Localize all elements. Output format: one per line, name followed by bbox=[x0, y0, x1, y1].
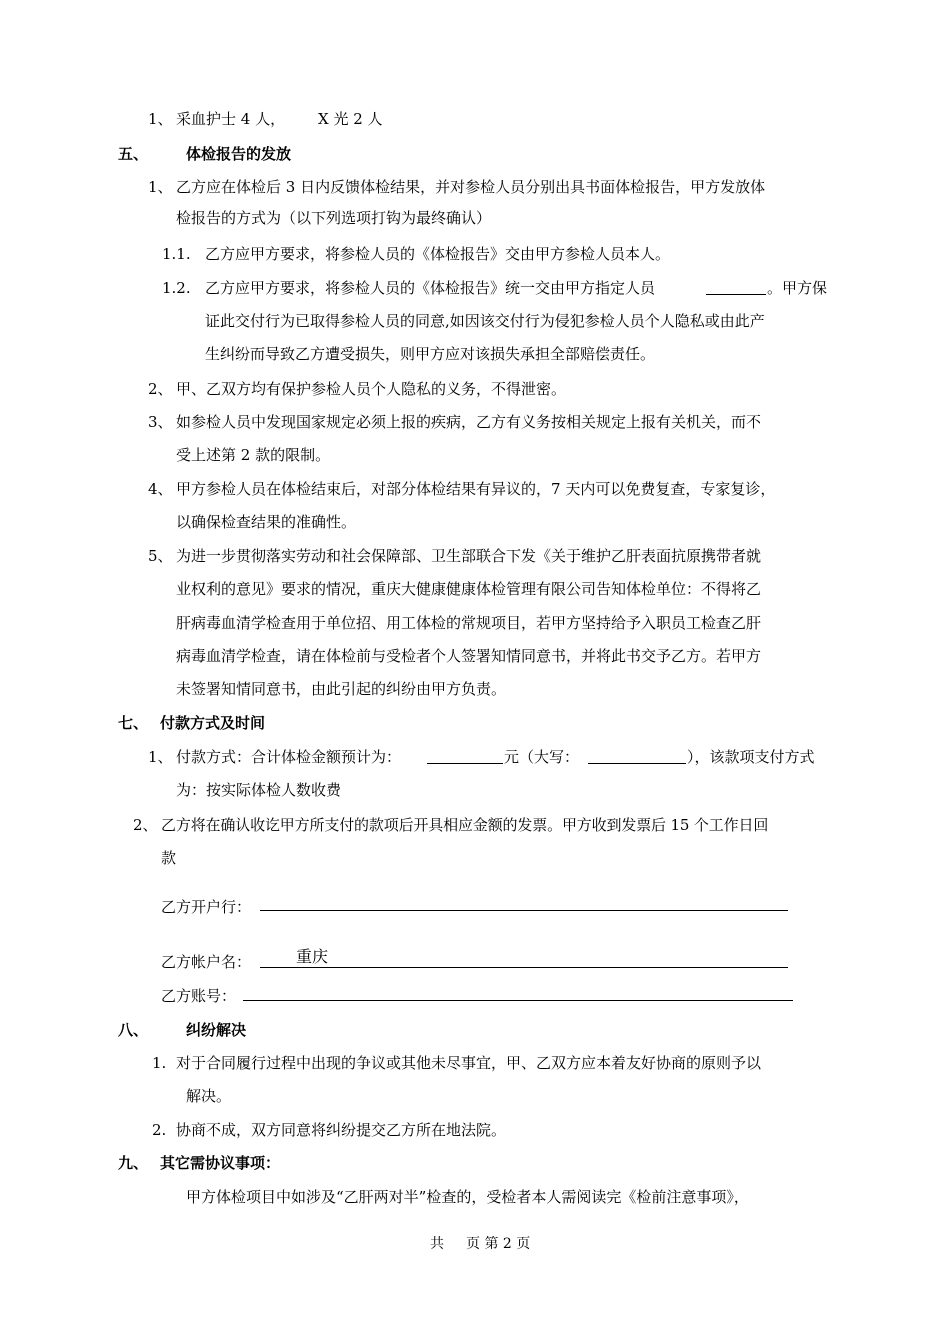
item-number: 1、 bbox=[148, 178, 173, 196]
paragraph-line: 为：按实际体检人数收费 bbox=[176, 781, 342, 799]
paragraph-line: 甲、乙双方均有保护参检人员个人隐私的义务，不得泄密。 bbox=[176, 380, 567, 398]
paragraph-line: 肝病毒血清学检查用于单位招、用工体检的常规项目，若甲方坚持给予入职员工检查乙肝 bbox=[176, 614, 762, 632]
paragraph-line: 病毒血清学检查，请在体检前与受检者个人签署知情同意书，并将此书交予乙方。若甲方 bbox=[176, 647, 762, 665]
section-title: 体检报告的发放 bbox=[186, 145, 292, 163]
paragraph-line: 业权利的意见》要求的情况，重庆大健康健康体检管理有限公司告知体检单位：不得将乙 bbox=[176, 580, 762, 598]
section-number: 五、 bbox=[118, 145, 149, 163]
bank-blank bbox=[260, 910, 788, 911]
paragraph-line: 乙方应在体检后 3 日内反馈体检结果，并对参检人员分别出具书面体检报告，甲方发放体 bbox=[176, 178, 766, 196]
section-number: 七、 bbox=[118, 714, 149, 732]
nurse-count-text: 采血护士 4 人， bbox=[176, 110, 286, 128]
paragraph-line: 如参检人员中发现国家规定必须上报的疾病，乙方有义务按相关规定上报有关机关，而不 bbox=[176, 413, 762, 431]
paragraph-line: 生纠纷而导致乙方遭受损失，则甲方应对该损失承担全部赔偿责任。 bbox=[205, 345, 656, 363]
paragraph-line: 付款方式：合计体检金额预计为： bbox=[176, 748, 402, 766]
item-number: 1、 bbox=[148, 110, 173, 128]
paragraph-line: 检报告的方式为（以下列选项打钩为最终确认） bbox=[176, 209, 492, 227]
paragraph-line: 为进一步贯彻落实劳动和社会保障部、卫生部联合下发《关于维护乙肝表面抗原携带者就 bbox=[176, 547, 762, 565]
section-title: 其它需协议事项： bbox=[160, 1154, 281, 1172]
account-name-blank bbox=[260, 967, 788, 968]
account-name-value: 重庆 bbox=[296, 947, 329, 966]
item-number: 2. bbox=[152, 1121, 167, 1139]
sub-item-number: 1.2. bbox=[162, 279, 191, 297]
paragraph-line: 受上述第 2 款的限制。 bbox=[176, 446, 331, 464]
paragraph-line: 乙方应甲方要求，将参检人员的《体检报告》交由甲方参检人员本人。 bbox=[205, 245, 671, 263]
section-title: 付款方式及时间 bbox=[160, 714, 266, 732]
paragraph-line: 以确保检查结果的准确性。 bbox=[176, 513, 357, 531]
paragraph-line: 甲方参检人员在体检结束后，对部分体检结果有异议的，7 天内可以免费复查，专家复诊， bbox=[176, 480, 776, 498]
paragraph-line: 协商不成，双方同意将纠纷提交乙方所在地法院。 bbox=[176, 1121, 507, 1139]
paragraph-line: 未签署知情同意书，由此引起的纠纷由甲方负责。 bbox=[176, 680, 507, 698]
account-name-label: 乙方帐户名： bbox=[161, 953, 252, 971]
paragraph-line: 乙方应甲方要求，将参检人员的《体检报告》统一交由甲方指定人员 bbox=[205, 279, 656, 297]
xray-count-text: X 光 2 人 bbox=[318, 110, 383, 128]
amount-blank bbox=[427, 763, 503, 764]
section-number: 九、 bbox=[118, 1154, 149, 1172]
paragraph-line: 。甲方保 bbox=[767, 279, 828, 297]
footer-total: 共 bbox=[430, 1236, 444, 1252]
paragraph-line: 乙方将在确认收讫甲方所支付的款项后开具相应金额的发票。甲方收到发票后 15 个工作日回 bbox=[161, 816, 769, 834]
account-number-blank bbox=[243, 1000, 793, 1001]
paragraph-line: 对于合同履行过程中出现的争议或其他未尽事宜，甲、乙双方应本着友好协商的原则予以 bbox=[176, 1054, 762, 1072]
footer-page: 页 第 2 页 bbox=[466, 1236, 531, 1252]
section-number: 八、 bbox=[118, 1021, 149, 1039]
designated-person-blank bbox=[706, 294, 766, 295]
paragraph-line: 款 bbox=[161, 849, 177, 867]
paragraph-line: 证此交付行为已取得参检人员的同意,如因该交付行为侵犯参检人员个人隐私或由此产 bbox=[205, 312, 765, 330]
item-number: 5、 bbox=[148, 547, 173, 565]
account-number-label: 乙方账号： bbox=[161, 987, 237, 1005]
section-title: 纠纷解决 bbox=[186, 1021, 247, 1039]
paragraph-line: 元（大写： bbox=[504, 748, 580, 766]
paragraph-line: 甲方体检项目中如涉及“乙肝两对半”检查的，受检者本人需阅读完《检前注意事项》， bbox=[186, 1188, 749, 1206]
item-number: 1. bbox=[152, 1054, 167, 1072]
sub-item-number: 1.1. bbox=[162, 245, 191, 263]
bank-label: 乙方开户行： bbox=[161, 898, 252, 916]
paragraph-line: 解决。 bbox=[186, 1087, 232, 1105]
item-number: 2、 bbox=[148, 380, 173, 398]
amount-in-words-blank bbox=[588, 763, 686, 764]
item-number: 4、 bbox=[148, 480, 173, 498]
item-number: 3、 bbox=[148, 413, 173, 431]
item-number: 1、 bbox=[148, 748, 173, 766]
paragraph-line: ），该款项支付方式 bbox=[687, 748, 815, 766]
item-number: 2、 bbox=[133, 816, 158, 834]
